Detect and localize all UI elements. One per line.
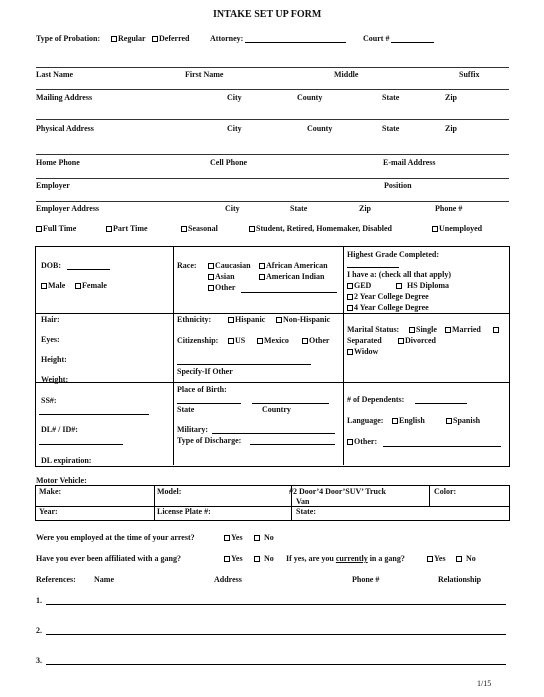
- ssn-label: SS#:: [41, 396, 57, 405]
- military-label: Military:: [177, 425, 209, 434]
- ethnicity-label: Ethnicity:: [177, 315, 212, 324]
- cell-phone-label: Cell Phone: [210, 158, 248, 167]
- unemployed-checkbox[interactable]: [432, 226, 438, 232]
- references-relationship-header: Relationship: [438, 575, 482, 584]
- vehicle-row-divider: [35, 506, 510, 507]
- full-time-checkbox[interactable]: [36, 226, 42, 232]
- language-other-option[interactable]: Other:: [347, 437, 377, 447]
- four-year-checkbox[interactable]: [347, 305, 353, 311]
- physical-city-label: City: [227, 124, 242, 133]
- divider: [36, 89, 509, 90]
- ged-checkbox[interactable]: [347, 283, 353, 289]
- two-year-option[interactable]: 2 Year College Degree: [347, 292, 429, 302]
- non-hispanic-option[interactable]: Non-Hispanic: [276, 315, 330, 325]
- current-gang-question: If yes, are you currently in a gang?: [286, 554, 405, 563]
- vehicle-col-divider: [154, 485, 155, 520]
- gang-no-checkbox[interactable]: [254, 556, 260, 562]
- specify-other-label: Specify-If Other: [177, 367, 233, 376]
- male-option[interactable]: Male: [41, 281, 65, 291]
- current-gang-yes-checkbox[interactable]: [427, 556, 433, 562]
- mailing-address-label: Mailing Address: [36, 93, 93, 102]
- separated-label: Separated: [347, 336, 382, 345]
- place-of-birth-label: Place of Birth:: [177, 385, 227, 394]
- current-gang-no-checkbox[interactable]: [456, 556, 462, 562]
- english-checkbox[interactable]: [392, 418, 398, 424]
- make-label: Make:: [39, 487, 62, 496]
- court-field[interactable]: [391, 42, 434, 43]
- hs-diploma-checkbox[interactable]: [396, 283, 402, 289]
- student-checkbox[interactable]: [249, 226, 255, 232]
- dependents-label: # of Dependents:: [347, 395, 405, 404]
- hispanic-option[interactable]: Hispanic: [228, 315, 265, 325]
- marital-status-label: Marital Status:: [347, 325, 400, 334]
- reference-number: 1.: [36, 596, 42, 605]
- unemployed-option[interactable]: Unemployed: [432, 224, 482, 234]
- grid-divider: [173, 246, 174, 465]
- color-label: Color:: [434, 487, 457, 496]
- caucasian-checkbox[interactable]: [208, 263, 214, 269]
- seasonal-option[interactable]: Seasonal: [181, 224, 218, 234]
- part-time-checkbox[interactable]: [106, 226, 112, 232]
- employer-label: Employer: [36, 181, 70, 190]
- birth-country-label: Country: [262, 405, 291, 414]
- race-label: Race:: [177, 261, 197, 270]
- english-option[interactable]: English: [392, 416, 425, 426]
- gang-question: Have you ever been affiliated with a gang?: [36, 554, 181, 563]
- student-option[interactable]: Student, Retired, Homemaker, Disabled: [249, 224, 392, 234]
- attorney-label: Attorney:: [210, 34, 244, 43]
- gang-yes-checkbox[interactable]: [224, 556, 230, 562]
- discharge-field[interactable]: [250, 444, 335, 445]
- highest-grade-label: Highest Grade Completed:: [347, 250, 439, 259]
- height-label: Height:: [41, 355, 67, 364]
- employed-no-option[interactable]: No: [254, 533, 274, 543]
- home-phone-label: Home Phone: [36, 158, 80, 167]
- references-phone-header: Phone #: [352, 575, 380, 584]
- citizenship-label: Citizenship:: [177, 336, 219, 345]
- employed-yes-checkbox[interactable]: [224, 535, 230, 541]
- employed-question: Were you employed at the time of your arrest?: [36, 533, 195, 542]
- employer-address-label: Employer Address: [36, 204, 100, 213]
- physical-zip-label: Zip: [445, 124, 458, 133]
- suffix-label: Suffix: [459, 70, 480, 79]
- separated-checkbox-wrap[interactable]: [493, 325, 500, 335]
- reference-number: 3.: [36, 656, 42, 665]
- page-number: 1/15: [477, 679, 492, 688]
- mexico-checkbox[interactable]: [257, 338, 263, 344]
- mailing-zip-label: Zip: [445, 93, 458, 102]
- caucasian-option[interactable]: Caucasian: [208, 261, 251, 271]
- us-option[interactable]: US: [228, 336, 245, 346]
- language-label: Language:: [347, 416, 384, 425]
- eyes-label: Eyes:: [41, 335, 60, 344]
- single-option[interactable]: Single: [409, 325, 437, 335]
- female-checkbox[interactable]: [75, 283, 81, 289]
- email-label: E-mail Address: [383, 158, 436, 167]
- reference-line[interactable]: [46, 634, 506, 635]
- specify-other-field[interactable]: [177, 364, 311, 365]
- citizenship-other-checkbox[interactable]: [302, 338, 308, 344]
- language-other-field[interactable]: [383, 446, 501, 447]
- four-year-option[interactable]: 4 Year College Degree: [347, 303, 429, 313]
- military-field[interactable]: [212, 433, 335, 434]
- references-name-header: Name: [94, 575, 114, 584]
- weight-label: Weight:: [41, 375, 69, 384]
- vehicle-type-options[interactable]: #2 Door’4 Door’SUV’ Truck: [289, 487, 386, 496]
- spanish-option[interactable]: Spanish: [446, 416, 480, 426]
- employer-zip-label: Zip: [359, 204, 372, 213]
- asian-checkbox[interactable]: [208, 274, 214, 280]
- dl-expiration-label: DL expiration:: [41, 456, 92, 465]
- vehicle-col-divider: [429, 485, 430, 506]
- divider: [36, 119, 509, 120]
- dl-id-field[interactable]: [39, 444, 123, 445]
- male-checkbox[interactable]: [41, 283, 47, 289]
- reference-number: 2.: [36, 626, 42, 635]
- african-american-option[interactable]: African American: [259, 261, 328, 271]
- model-label: Model:: [157, 487, 182, 496]
- married-option[interactable]: Married: [445, 325, 481, 335]
- current-gang-no-option[interactable]: No: [456, 554, 476, 564]
- i-have-label: I have a: (check all that apply): [347, 270, 451, 279]
- regular-option[interactable]: Regular: [111, 34, 146, 44]
- year-label: Year:: [39, 507, 58, 516]
- birth-state-field[interactable]: [177, 403, 241, 404]
- physical-address-label: Physical Address: [36, 124, 94, 133]
- motor-vehicle-heading: Motor Vehicle:: [36, 476, 87, 485]
- court-label: Court #: [363, 34, 390, 43]
- employer-city-label: City: [225, 204, 240, 213]
- gang-no-option[interactable]: No: [254, 554, 274, 564]
- mailing-state-label: State: [382, 93, 400, 102]
- employed-yes-option[interactable]: Yes: [224, 533, 243, 543]
- divorced-checkbox[interactable]: [398, 338, 404, 344]
- hs-diploma-option[interactable]: HS Diploma: [396, 281, 449, 291]
- full-time-option[interactable]: Full Time: [36, 224, 76, 234]
- form-title: INTAKE SET UP FORM: [213, 9, 322, 20]
- married-checkbox[interactable]: [445, 327, 451, 333]
- widow-option[interactable]: Widow: [347, 347, 378, 357]
- birth-country-field[interactable]: [252, 403, 329, 404]
- references-address-header: Address: [214, 575, 242, 584]
- divider: [36, 201, 509, 202]
- gang-yes-option[interactable]: Yes: [224, 554, 243, 564]
- hair-label: Hair:: [41, 315, 60, 324]
- female-option[interactable]: Female: [75, 281, 107, 291]
- reference-line[interactable]: [46, 604, 506, 605]
- part-time-option[interactable]: Part Time: [106, 224, 148, 234]
- mailing-county-label: County: [297, 93, 323, 102]
- deferred-checkbox[interactable]: [152, 36, 158, 42]
- race-other-option[interactable]: Other: [208, 283, 235, 293]
- references-label: References:: [36, 575, 76, 584]
- asian-option[interactable]: Asian: [208, 272, 235, 282]
- highest-grade-field[interactable]: [347, 267, 399, 268]
- ged-option[interactable]: GED: [347, 281, 371, 291]
- divorced-option[interactable]: Divorced: [398, 336, 436, 346]
- dependents-field[interactable]: [415, 403, 467, 404]
- seasonal-checkbox[interactable]: [181, 226, 187, 232]
- mexico-option[interactable]: Mexico: [257, 336, 289, 346]
- probation-type-label: Type of Probation:: [36, 34, 101, 43]
- physical-state-label: State: [382, 124, 400, 133]
- american-indian-checkbox[interactable]: [259, 274, 265, 280]
- last-name-label: Last Name: [36, 70, 74, 79]
- middle-label: Middle: [334, 70, 359, 79]
- separated-checkbox[interactable]: [493, 327, 499, 333]
- employer-state-label: State: [290, 204, 308, 213]
- divider: [36, 178, 509, 179]
- divider: [36, 67, 509, 68]
- position-label: Position: [384, 181, 412, 190]
- attorney-field[interactable]: [245, 42, 346, 43]
- language-other-checkbox[interactable]: [347, 439, 353, 445]
- first-name-label: First Name: [185, 70, 224, 79]
- hispanic-checkbox[interactable]: [228, 317, 234, 323]
- regular-checkbox[interactable]: [111, 36, 117, 42]
- ssn-field[interactable]: [39, 414, 149, 415]
- african-american-checkbox[interactable]: [259, 263, 265, 269]
- birth-state-label: State: [177, 405, 195, 414]
- spanish-checkbox[interactable]: [446, 418, 452, 424]
- non-hispanic-checkbox[interactable]: [276, 317, 282, 323]
- employed-no-checkbox[interactable]: [254, 535, 260, 541]
- race-other-checkbox[interactable]: [208, 285, 214, 291]
- race-other-field[interactable]: [241, 292, 337, 293]
- american-indian-option[interactable]: American Indian: [259, 272, 324, 282]
- us-checkbox[interactable]: [228, 338, 234, 344]
- citizenship-other-option[interactable]: Other: [302, 336, 329, 346]
- two-year-checkbox[interactable]: [347, 294, 353, 300]
- mailing-city-label: City: [227, 93, 242, 102]
- grid-divider: [35, 382, 510, 383]
- widow-checkbox[interactable]: [347, 349, 353, 355]
- dob-field[interactable]: [67, 269, 110, 270]
- deferred-option[interactable]: Deferred: [152, 34, 190, 44]
- license-plate-label: License Plate #:: [157, 507, 211, 516]
- dl-id-label: DL# / ID#:: [41, 425, 78, 434]
- current-gang-yes-option[interactable]: Yes: [427, 554, 446, 564]
- dob-label: DOB:: [41, 261, 61, 270]
- discharge-label: Type of Discharge:: [177, 436, 242, 445]
- vehicle-state-label: State:: [296, 507, 316, 516]
- grid-divider: [35, 313, 510, 314]
- divider: [36, 154, 509, 155]
- grid-divider: [343, 246, 344, 465]
- employer-phone-label: Phone #: [435, 204, 463, 213]
- single-checkbox[interactable]: [409, 327, 415, 333]
- van-option[interactable]: Van: [296, 497, 310, 506]
- reference-line[interactable]: [46, 664, 506, 665]
- physical-county-label: County: [307, 124, 333, 133]
